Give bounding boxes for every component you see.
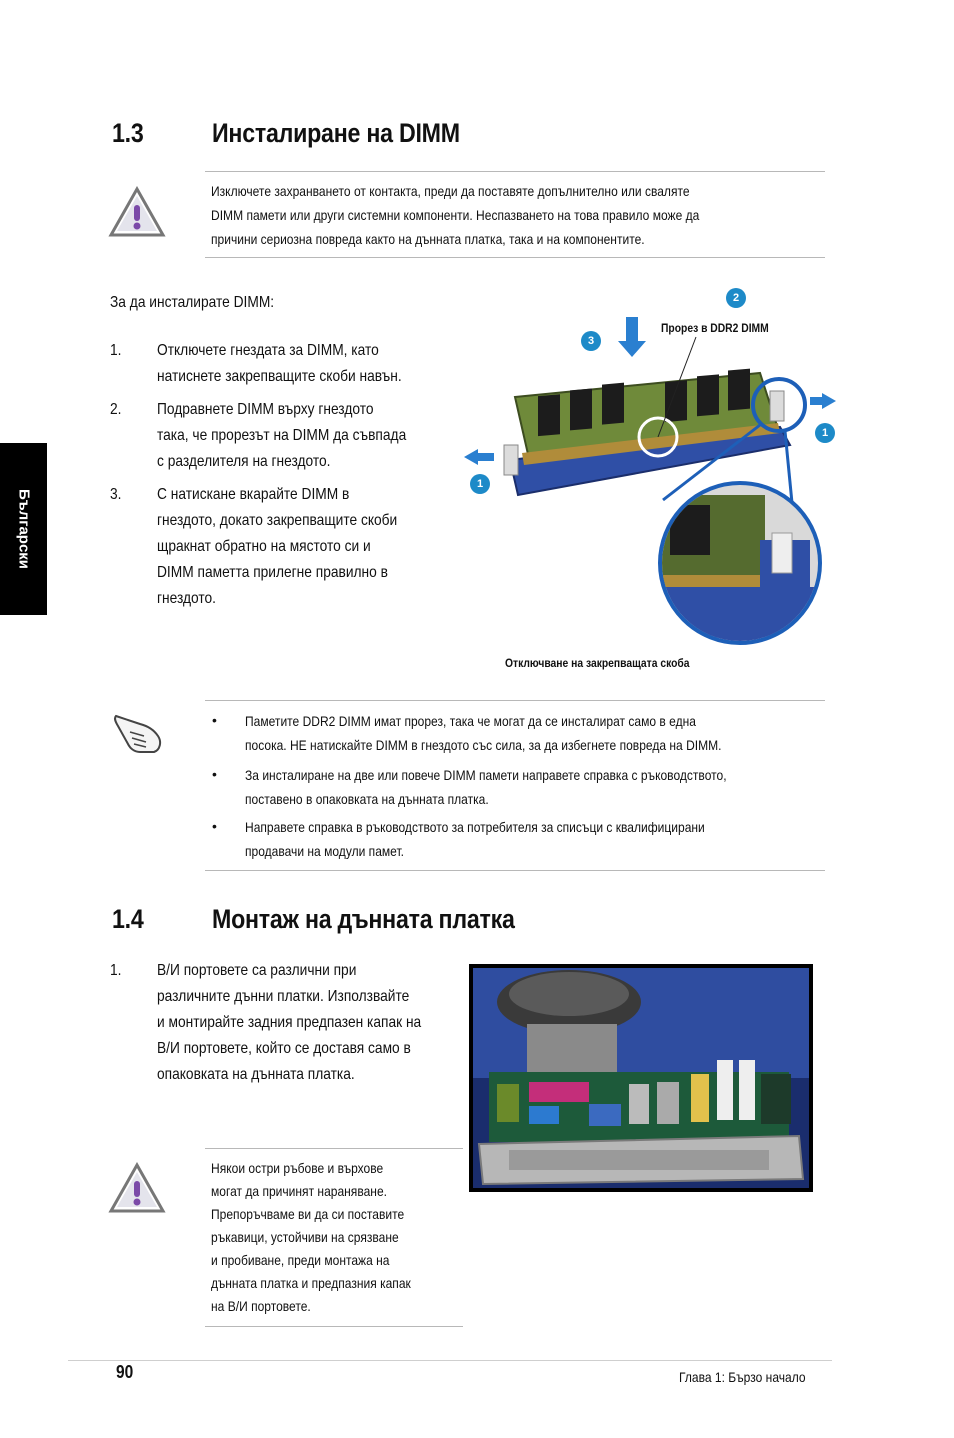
note-line: За инсталиране на две или повече DIMM памети направете справка с ръководството, [245, 767, 727, 783]
section-title: Инсталиране на DIMM [212, 118, 460, 148]
step-text: В/И портовете са различни при [157, 962, 357, 979]
warning2-top-rule [205, 1148, 463, 1149]
step-text: опаковката на дънната платка. [157, 1066, 355, 1083]
warning-bottom-rule [205, 257, 825, 258]
step-number: 1. [110, 962, 122, 979]
step-number: 3. [110, 486, 122, 503]
section-number: 1.4 [112, 904, 144, 934]
notch-label: Прорез в DDR2 DIMM [661, 321, 769, 335]
notes-bottom-rule [205, 870, 825, 871]
step-text: различните дънни платки. Използвайте [157, 988, 410, 1005]
step-badge: 2 [726, 288, 746, 308]
warning2-line: могат да причинят нараняване. [211, 1183, 387, 1199]
step-text: натиснете закрепващите скоби навън. [157, 368, 402, 385]
step-text: с разделителя на гнездото. [157, 453, 331, 470]
step-text: щракнат обратно на мястото си и [157, 538, 371, 555]
warning2-line: Препоръчваме ви да си поставите [211, 1206, 405, 1222]
step-badge: 1 [470, 474, 490, 494]
note-line: Паметите DDR2 DIMM имат прорез, така че могат да се инсталират само в една [245, 713, 696, 729]
note-hand-icon [110, 706, 166, 761]
note-bullet: • [212, 766, 217, 782]
warning-line: причини сериозна повреда както на дънната платка, така и на компонентите. [211, 231, 645, 247]
step-text: гнездото, докато закрепващите скоби [157, 512, 398, 529]
language-label: Български [15, 488, 32, 570]
warning2-line: на В/И портовете. [211, 1298, 311, 1314]
step-text: така, че прорезът на DIMM да съвпада [157, 427, 407, 444]
note-line: продавачи на модули памет. [245, 843, 405, 859]
section-number: 1.3 [112, 118, 144, 148]
warning-icon [108, 1162, 166, 1219]
note-bullet: • [212, 818, 217, 834]
step-text: гнездото. [157, 590, 216, 607]
step-badge: 3 [581, 331, 601, 351]
step-text: DIMM паметта прилегне правилно в [157, 564, 388, 581]
step-badge: 1 [815, 423, 835, 443]
warning-top-rule [205, 171, 825, 172]
warning2-line: и пробиване, преди монтажа на [211, 1252, 390, 1268]
language-side-tab [0, 443, 47, 615]
note-line: посока. НЕ натискайте DIMM в гнездото със сила, за да избегнете повреда на DIMM. [245, 737, 722, 753]
step-text: Отключете гнездата за DIMM, като [157, 342, 379, 359]
install-intro: За да инсталирате DIMM: [110, 294, 275, 311]
step-text: Подравнете DIMM върху гнездото [157, 401, 374, 418]
warning2-line: дънната платка и предпазния капак [211, 1275, 411, 1291]
section-title: Монтаж на дънната платка [212, 904, 515, 934]
step-number: 2. [110, 401, 122, 418]
step-text: С натискане вкарайте DIMM в [157, 486, 350, 503]
note-bullet: • [212, 712, 217, 728]
clip-caption: Отключване на закрепващата скоба [505, 656, 690, 670]
step-text: и монтирайте задния предпазен капак на [157, 1014, 422, 1031]
page-number: 90 [116, 1362, 134, 1382]
notes-top-rule [205, 700, 825, 701]
dimm-illustration [460, 285, 850, 650]
warning-line: DIMM памети или други системни компоненти. Неспазването на това правило може да [211, 207, 700, 223]
chapter-label: Глава 1: Бързо начало [679, 1369, 806, 1385]
warning2-bottom-rule [205, 1326, 463, 1327]
note-line: поставено в опаковката на дънната платка. [245, 791, 489, 807]
footer-rule [68, 1360, 832, 1361]
step-text: В/И портовете, който се доставя само в [157, 1040, 411, 1057]
step-number: 1. [110, 342, 122, 359]
motherboard-photo [469, 964, 813, 1192]
dimm-figure [460, 285, 850, 650]
note-line: Направете справка в ръководството за потребителя за списъци с квалифицирани [245, 819, 705, 835]
warning-line: Изключете захранването от контакта, преди да поставяте допълнително или сваляте [211, 183, 690, 199]
warning2-line: Някои остри ръбове и върхове [211, 1160, 384, 1176]
warning2-line: ръкавици, устойчиви на срязване [211, 1229, 399, 1245]
warning-icon [108, 186, 166, 243]
